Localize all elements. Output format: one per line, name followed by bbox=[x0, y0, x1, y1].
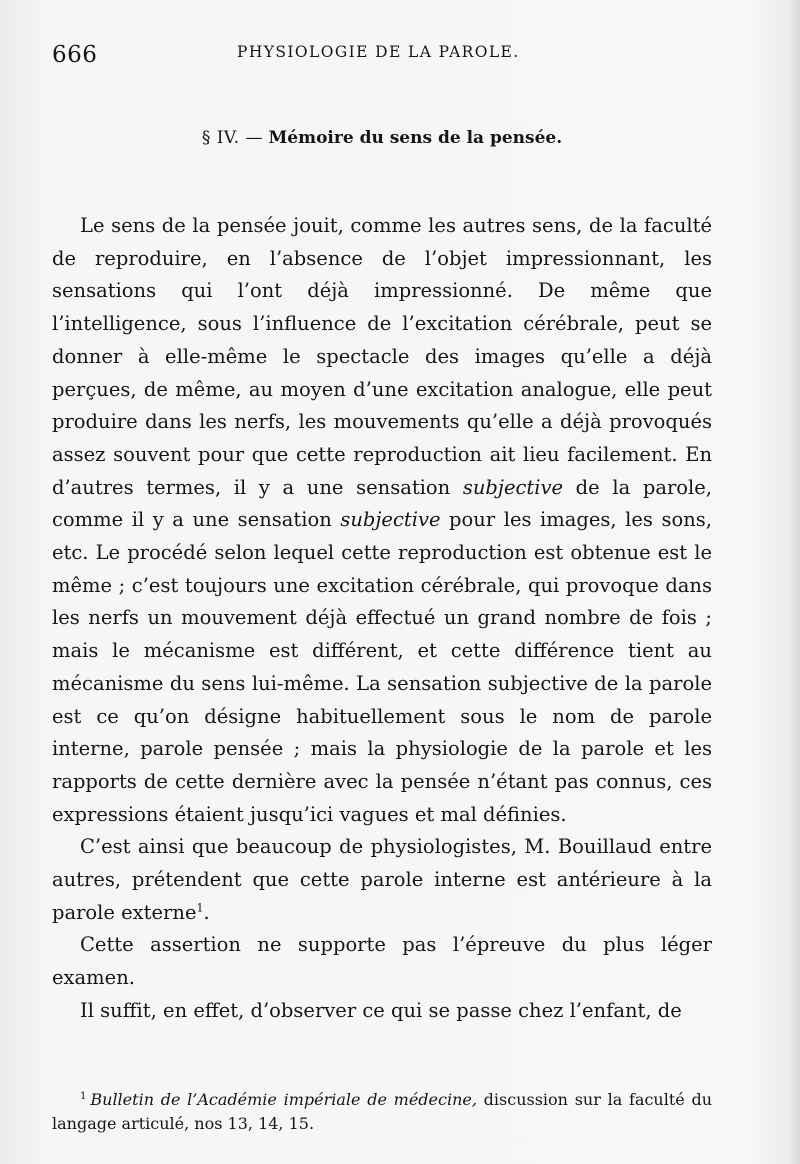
body-text bbox=[52, 210, 712, 1028]
page-number: 666 bbox=[52, 42, 98, 68]
paragraph-1-part-3: pour les images, les sons, etc. Le procédé selon lequel cette reproduction est obtenue est le même ; c’est toujours une excitation cérébrale, qui provoque dans les nerfs un mouvement déjà effectué un grand nombre de fois ; mais le mécanisme est différent, et cette différence tient au mécanisme du sens lui-même. La sensation subjective de la parole est ce qu’on désigne habituellement sous le nom de parole interne, parole pensée ; mais la physiologie de la parole et les rapports de cette dernière avec la pensée n’étant pas connus, ces expressions étaient jusqu’ici vagues et mal définies. bbox=[52, 508, 712, 826]
paragraph-1 bbox=[52, 210, 712, 831]
paragraph-4 bbox=[52, 995, 712, 1028]
paragraph-1-emphasis-2: subjective bbox=[340, 508, 441, 532]
paragraph-1-part-1: Le sens de la pensée jouit, comme les autres sens, de la faculté de reproduire, en l’absence de l’objet impressionnant, les sensations qui l’ont déjà impressionné. De même que l’intelligence, sous l’influence de l’excitation cérébrale, peut se donner à elle-même le spectacle des images qu’elle a déjà perçues, de même, au moyen d’une excitation analogue, elle peut produire dans les nerfs, les mouvements qu’elle a déjà provoqués assez souvent pour que cette reproduction ait lieu facilement. En d’autres termes, il y a une sensation bbox=[52, 214, 712, 499]
paragraph-3-text: Cette assertion ne supporte pas l’épreuve du plus léger examen. bbox=[52, 933, 712, 990]
page-edge-shadow bbox=[788, 0, 800, 1164]
running-title: PHYSIOLOGIE DE LA PAROLE. bbox=[237, 43, 520, 61]
footnote-text bbox=[52, 1088, 712, 1136]
paragraph-1-part-2: de la parole, comme il y a une sensation bbox=[52, 475, 712, 532]
footnote-reference[interactable]: 1 bbox=[196, 901, 204, 915]
section-heading bbox=[52, 128, 712, 148]
paragraph-2 bbox=[52, 831, 712, 929]
footnote-mark: 1 bbox=[80, 1090, 87, 1102]
footnote-body: discussion sur la faculté du langage articulé, nos 13, 14, 15. bbox=[52, 1090, 713, 1133]
paragraph-3 bbox=[52, 929, 712, 994]
footnote-title: Bulletin de l’Académie impériale de médecine, bbox=[90, 1090, 477, 1109]
paragraph-2-end: . bbox=[203, 900, 210, 924]
running-header bbox=[52, 38, 712, 74]
paragraph-4-text: Il suffit, en effet, d’observer ce qui se passe chez l’enfant, de bbox=[80, 998, 682, 1022]
section-title: Mémoire du sens de la pensée. bbox=[268, 128, 563, 148]
footnote bbox=[52, 1088, 712, 1136]
paragraph-2-text: C’est ainsi que beaucoup de physiologistes, M. Bouillaud entre autres, prétendent que cette parole interne est antérieure à la parole externe bbox=[52, 835, 712, 924]
section-number: § IV. — bbox=[201, 128, 264, 148]
paragraph-1-emphasis-1: subjective bbox=[462, 475, 564, 499]
